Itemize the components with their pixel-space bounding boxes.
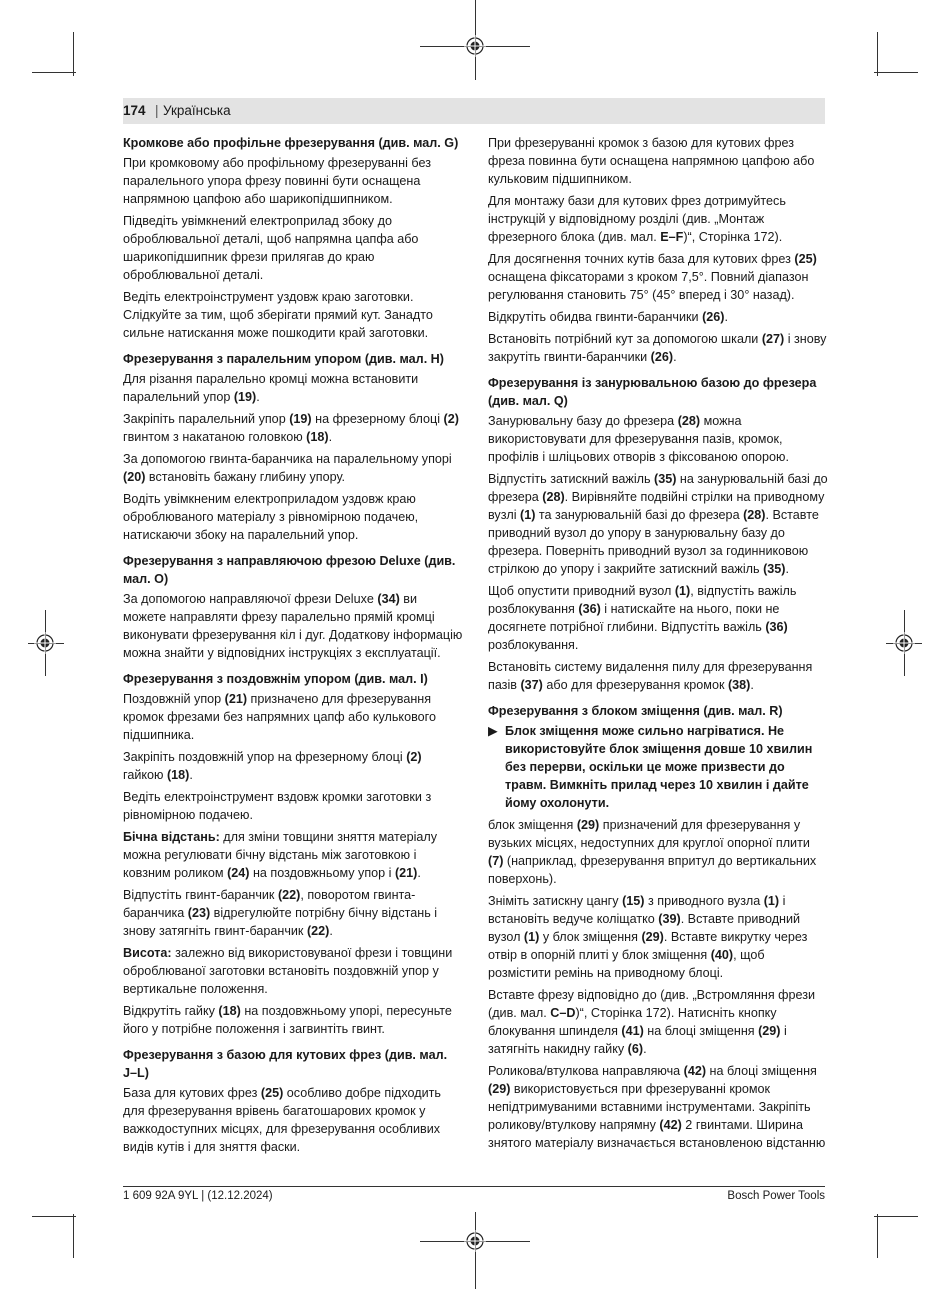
section-heading: Кромкове або профільне фрезерування (див. мал. G) — [123, 136, 459, 150]
crop-mark — [874, 1216, 918, 1217]
body-paragraph — [123, 490, 463, 544]
registration-target-icon — [34, 632, 56, 654]
footer-rule — [123, 1186, 825, 1187]
paragraph-text: Для різання паралельно кромці можна встановити паралельний упор (19). — [123, 372, 419, 404]
right-column — [488, 134, 828, 1156]
body-paragraph — [123, 788, 463, 824]
paragraph-text: Підведіть увімкнений електроприлад збоку до оброблювальної деталі, щоб напрямна цапфа або шарикопідшипник фрези прилягав до краю оброблювальної деталі. — [123, 214, 419, 282]
paragraph-text: Для досягнення точних кутів база для кутових фрез (25) оснащена фіксаторами з кроком 7,5°. Повний діапазон регулювання становить 75° (45° вперед і 30° назад). — [488, 252, 817, 302]
section-heading: Фрезерування з направляючою фрезою Deluxe (див. мал. O) — [123, 554, 456, 586]
bullet-triangle-icon: ▶ — [488, 724, 498, 738]
body-paragraph — [123, 690, 463, 744]
body-paragraph — [123, 1002, 463, 1038]
body-paragraph — [488, 330, 828, 366]
body-paragraph — [123, 886, 463, 940]
body-paragraph — [488, 470, 828, 578]
section-heading: Фрезерування із занурювальною базою до фрезера (див. мал. Q) — [488, 376, 817, 408]
body-paragraph — [123, 450, 463, 486]
paragraph-text: Відкрутіть обидва гвинти-баранчики (26). — [488, 310, 728, 324]
body-paragraph — [488, 308, 828, 326]
paragraph-text: Занурювальну базу до фрезера (28) можна використовувати для фрезерування пазів, кромок, профілів і шліцьових отворів з фіксованою опорою. — [488, 414, 789, 464]
crop-mark — [877, 32, 878, 76]
body-paragraph — [488, 816, 828, 888]
crop-mark — [877, 1214, 878, 1258]
paragraph-text: При фрезеруванні кромок з базою для кутових фрез фреза повинна бути оснащена напрямною цапфою або кульковим підшипником. — [488, 136, 815, 186]
paragraph-text: Водіть увімкненим електроприладом уздовж краю оброблюваного матеріалу з рівномірною подачею, натискаючи збоку на паралельний упор. — [123, 492, 419, 542]
registration-target-icon — [464, 1230, 486, 1252]
paragraph-text: Закріпіть паралельний упор (19) на фрезерному блоці (2) гвинтом з накатаною головкою (18). — [123, 412, 459, 444]
footer-brand: Bosch Power Tools — [727, 1190, 825, 1202]
registration-target-icon — [893, 632, 915, 654]
footer-doc-id: 1 609 92A 9YL | (12.12.2024) — [123, 1190, 273, 1202]
body-paragraph — [488, 250, 828, 304]
paragraph-text: Вставте фрезу відповідно до (див. „Встромляння фрези (див. мал. C–D)“, Сторінка 172). Натисніть кнопку блокування шпинделя (41) на блоці зміщення (29) і затягніть накидну гайку (6). — [488, 988, 816, 1056]
paragraph-text: Закріпіть поздовжній упор на фрезерному блоці (2) гайкою (18). — [123, 750, 422, 782]
body-paragraph — [123, 1084, 463, 1156]
body-paragraph — [488, 192, 828, 246]
body-paragraph — [123, 748, 463, 784]
paragraph-text: Встановіть систему видалення пилу для фрезерування пазів (37) або для фрезерування кромок (38). — [488, 660, 813, 692]
paragraph-text: Відпустіть гвинт-баранчик (22), поворотом гвинта-баранчика (23) відрегулюйте потрібну бічну відстань і знову затягніть гвинт-баранчик (22). — [123, 888, 438, 938]
paragraph-text: залежно від використовуваної фрези і товщини оброблюваної заготовки встановіть поздовжній упор у вертикальне положення. — [123, 946, 453, 996]
body-paragraph — [123, 410, 463, 446]
paragraph-text: Ведіть електроінструмент вздовж кромки заготовки з рівномірною подачею. — [123, 790, 432, 822]
registration-target-icon — [464, 35, 486, 57]
paragraph-text: За допомогою направляючої фрези Deluxe (34) ви можете направляти фрезу паралельно прямій кромці виконувати фрезерування кіл і дуг. Додаткову інформацію можна знайти у відповідних інструкціях з експлуатації. — [123, 592, 463, 660]
body-paragraph — [488, 582, 828, 654]
header-language: Українська — [163, 103, 231, 118]
paragraph-text: Зніміть затискну цангу (15) з приводного вузла (1) і встановіть ведуче коліщатко (39). Вставте приводний вузол (1) у блок зміщення (29). Вставте викрутку через отвір в опорній плиті у блок зміщення (40), щоб розмістити ремінь на приводному блоці. — [488, 894, 808, 980]
paragraph-text: Щоб опустити приводний вузол (1), відпустіть важіль розблокування (36) і натискайте на нього, поки не досягнете потрібної глибини. Відпустіть важіль (36) розблокування. — [488, 584, 797, 652]
body-paragraph — [123, 288, 463, 342]
body-paragraph — [488, 412, 828, 466]
body-paragraph — [123, 828, 463, 882]
paragraph-text: Відпустіть затискний важіль (35) на занурювальній базі до фрезера (28). Вирівняйте подвійні стрілки на приводному вузлі (1) та занурювальній базі до фрезера (28). Вставте приводний вузол до упору в занурювальну базу до фрезера. Поверніть приводний вузол за годинниковою стрілкою до упору і закрийте затискний важіль (35). — [488, 472, 828, 576]
paragraph-text: Роликова/втулкова направляюча (42) на блоці зміщення (29) використовується при фрезеруванні кромок непідтримуваними вставними інструментами. Закріпіть роликову/втулкову напрямну (42) 2 гвинтами. Ширина знятого матеріалу визначається встановленою відстанню — [488, 1064, 826, 1150]
paragraph-text: За допомогою гвинта-баранчика на паралельному упорі (20) встановіть бажану глибину упору. — [123, 452, 452, 484]
crop-mark — [874, 72, 918, 73]
section-heading: Фрезерування з базою для кутових фрез (див. мал. J–L) — [123, 1048, 448, 1080]
body-paragraph — [123, 590, 463, 662]
body-paragraph — [123, 944, 463, 998]
paragraph-text: Встановіть потрібний кут за допомогою шкали (27) і знову закрутіть гвинти-баранчики (26). — [488, 332, 827, 364]
body-paragraph — [123, 212, 463, 284]
paragraph-text: При кромковому або профільному фрезеруванні без паралельного упора фрезу повинні бути оснащена напрямною цапфою або шарикопідшипником. — [123, 156, 431, 206]
body-paragraph — [488, 986, 828, 1058]
inline-label: Висота: — [123, 946, 172, 960]
left-column — [123, 134, 463, 1160]
paragraph-text: Для монтажу бази для кутових фрез дотримуйтесь інструкцій у відповідному розділі (див. „Монтаж фрезерного блока (див. мал. E–F)“, Сторінка 172). — [488, 194, 786, 244]
paragraph-text: для зміни товщини зняття матеріалу можна регулювати бічну відстань між заготовкою і ковзним роликом (24) на поздовжньому упор і (21). — [123, 830, 438, 880]
section-heading: Фрезерування з блоком зміщення (див. мал. R) — [488, 704, 783, 718]
header-separator: | — [155, 103, 159, 118]
paragraph-text: Ведіть електроінструмент уздовж краю заготовки. Слідкуйте за тим, щоб зберігати прямий кут. Занадто сильне натискання може пошкодити край заготовки. — [123, 290, 433, 340]
warning-paragraph — [488, 722, 828, 812]
inline-label: Бічна відстань: — [123, 830, 220, 844]
paragraph-text: База для кутових фрез (25) особливо добре підходить для фрезерування врівень багатошарових кромок у важкодоступних місцях, для фрезерування особливих видів кутів і для зняття фаски. — [123, 1086, 441, 1154]
crop-mark — [73, 1214, 74, 1258]
body-paragraph — [488, 658, 828, 694]
crop-mark — [32, 1216, 76, 1217]
paragraph-text: блок зміщення (29) призначений для фрезерування у вузьких місцях, недоступних для круглої опорної плити (7) (наприклад, фрезерування впритул до вертикальних поверхонь). — [488, 818, 817, 886]
paragraph-text: Відкрутіть гайку (18) на поздовжньому упорі, пересуньте його у потрібне положення і загвинтіть гвинт. — [123, 1004, 452, 1036]
body-paragraph — [488, 134, 828, 188]
body-paragraph — [488, 1062, 828, 1152]
crop-mark — [73, 32, 74, 76]
section-heading: Фрезерування з поздовжнім упором (див. мал. I) — [123, 672, 428, 686]
warning-text: Блок зміщення може сильно нагріватися. Не використовуйте блок зміщення довше 10 хвилин без перерви, оскільки це може призвести до травм. Вимкніть прилад через 10 хвилин і дайте йому охолонути. — [505, 724, 813, 810]
paragraph-text: Поздовжній упор (21) призначено для фрезерування кромок фрезами без напрямних цапф або кулькового підшипника. — [123, 692, 436, 742]
body-paragraph — [488, 892, 828, 982]
section-heading: Фрезерування з паралельним упором (див. мал. H) — [123, 352, 444, 366]
page-number: 174 — [123, 103, 146, 118]
body-paragraph — [123, 370, 463, 406]
crop-mark — [32, 72, 76, 73]
page-header — [123, 98, 825, 124]
body-paragraph — [123, 154, 463, 208]
